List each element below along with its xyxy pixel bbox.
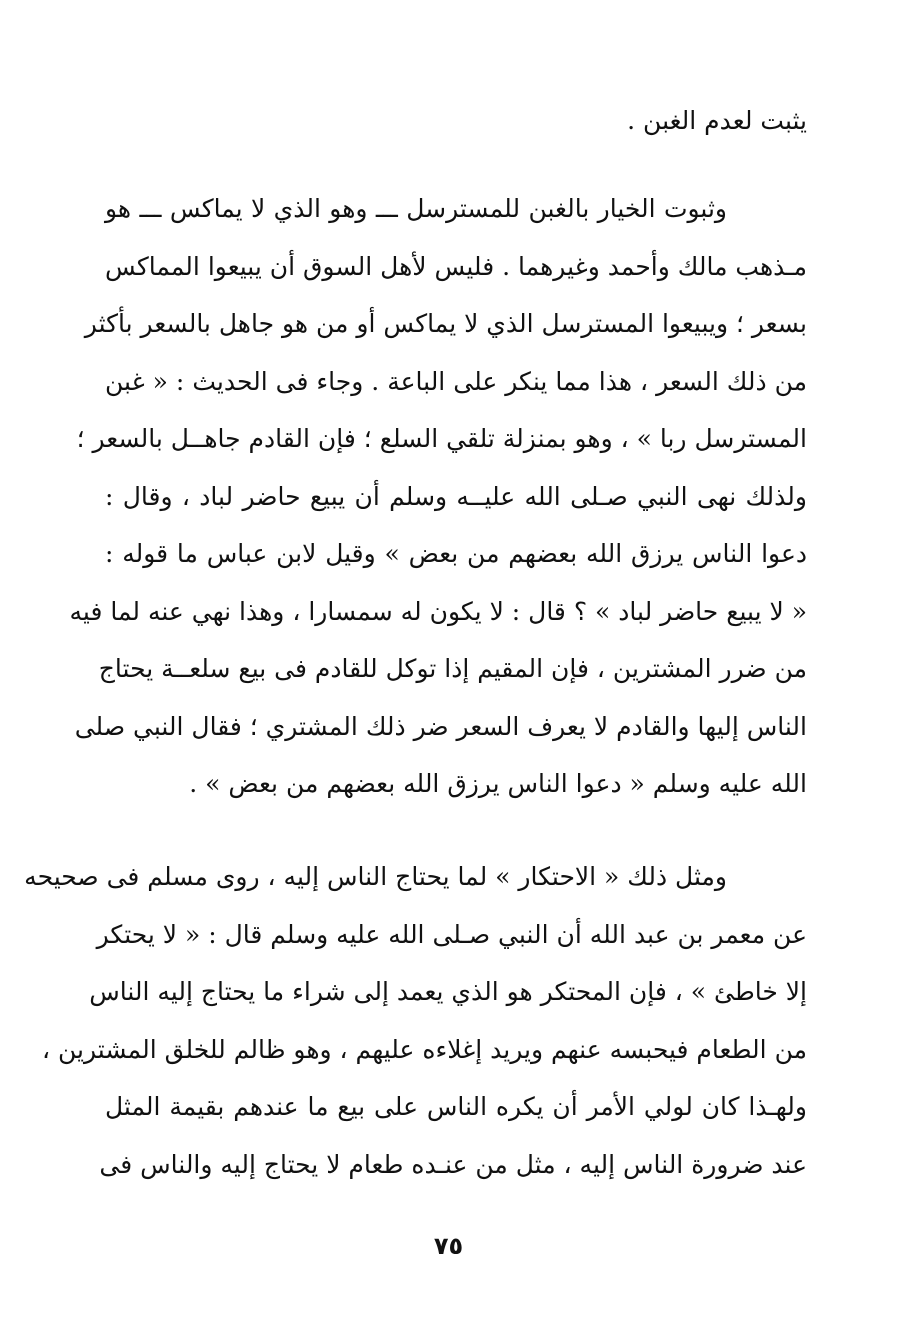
text-line: يثبت لعدم الغبن . xyxy=(627,106,807,135)
text-line: عند ضرورة الناس إليه ، مثل من عنـده طعام لا يحتاج إليه والناس فى xyxy=(99,1149,807,1179)
text-line: بسعر ؛ ويبيعوا المسترسل الذي لا يماكس أو من هو جاهل بالسعر بأكثر xyxy=(84,309,807,338)
text-line: دعوا الناس يرزق الله بعضهم من بعض » وقيل لابن عباس ما قوله : xyxy=(105,539,807,568)
text-line: ومثل ذلك « الاحتكار » لما يحتاج الناس إليه ، روى مسلم فى صحيحه xyxy=(24,862,727,891)
page-number: ٧٥ xyxy=(433,1232,464,1260)
text-line: عن معمر بن عبد الله أن النبي صـلى الله عليه وسلم قال : « لا يحتكر xyxy=(96,919,807,949)
paragraph-ihtikar xyxy=(24,848,807,1193)
text-line: المسترسل ربا » ، وهو بمنزلة تلقي السلع ؛ فإن القادم جاهــل بالسعر ؛ xyxy=(76,424,807,453)
text-line: من ذلك السعر ، هذا مما ينكر على الباعة . وجاء فى الحديث : « غبن xyxy=(105,366,807,396)
paragraph-istirsal xyxy=(69,180,807,813)
text-line: من ضرر المشترين ، فإن المقيم إذا توكل للقادم فى بيع سلعــة يحتاج xyxy=(98,654,807,683)
text-line: إلا خاطئ » ، فإن المحتكر هو الذي يعمد إلى شراء ما يحتاج إليه الناس xyxy=(89,977,807,1006)
text-line: ولهـذا كان لولي الأمر أن يكره الناس على بيع ما عندهم بقيمة المثل xyxy=(105,1092,807,1121)
text-line: مـذهب مالك وأحمد وغيرهما . فليس لأهل السوق أن يبيعوا المماكس xyxy=(105,251,807,281)
text-line: وثبوت الخيار بالغبن للمسترسل ـــ وهو الذي لا يماكس ـــ هو xyxy=(105,194,727,223)
text-line: الناس إليها والقادم لا يعرف السعر ضر ذلك المشتري ؛ فقال النبي صلى xyxy=(74,711,807,741)
text-line: « لا يبيع حاضر لباد » ؟ قال : لا يكون له سمسارا ، وهذا نهي عنه لما فيه xyxy=(69,596,807,626)
text-line: من الطعام فيحبسه عنهم ويريد إغلاءه عليهم ، وهو ظالم للخلق المشترين ، xyxy=(42,1034,807,1064)
text-line: ولذلك نهى النبي صـلى الله عليــه وسلم أن يبيع حاضر لباد ، وقال : xyxy=(105,481,807,511)
paragraph-continuation xyxy=(105,92,807,150)
text-line: الله عليه وسلم « دعوا الناس يرزق الله بعضهم من بعض » . xyxy=(189,769,807,798)
